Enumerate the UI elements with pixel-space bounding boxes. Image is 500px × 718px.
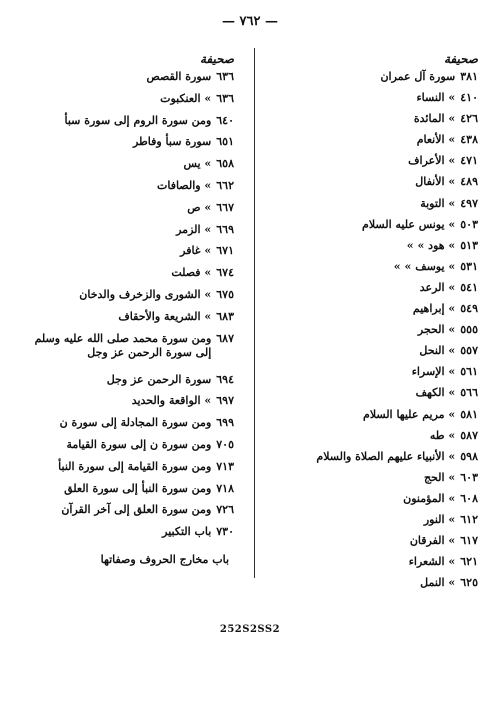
page-ref: ٦٩٧ bbox=[216, 394, 234, 408]
toc-entry bbox=[254, 471, 478, 492]
page-ref: ٦١٢ bbox=[460, 512, 478, 526]
entry-title: سورة آل عمران bbox=[380, 70, 456, 83]
toc-column-right bbox=[254, 48, 478, 597]
page-ref: ٥٨١ bbox=[460, 407, 478, 421]
page-ref: ٦٦٩ bbox=[216, 222, 234, 236]
page-ref: ٥١٣ bbox=[460, 238, 478, 252]
entry-title: » الشعراء bbox=[408, 555, 456, 569]
entry-title: » النساء bbox=[416, 91, 456, 105]
toc-entries bbox=[254, 70, 478, 597]
toc-entry bbox=[254, 513, 478, 534]
page-ref: ٦٦٢ bbox=[216, 178, 234, 192]
toc-entry bbox=[16, 394, 234, 416]
entry-title: » الإسراء bbox=[411, 365, 456, 379]
page-ref: ٤٧١ bbox=[460, 154, 478, 168]
page-ref: ٤١٠ bbox=[460, 91, 478, 105]
page-ref: ٥٥٥ bbox=[460, 323, 478, 337]
page-ref: ٧١٣ bbox=[216, 459, 234, 473]
entry-title: » الواقعة والحديد bbox=[131, 394, 212, 408]
entry-title: » هود » » bbox=[406, 238, 456, 252]
toc-entry bbox=[254, 70, 478, 91]
column-header: صحيفة bbox=[443, 52, 478, 66]
toc-entry bbox=[16, 503, 234, 525]
toc-entry bbox=[254, 302, 478, 323]
page-ref: ٦٨٣ bbox=[216, 309, 234, 323]
page-ref: ٦١٧ bbox=[460, 534, 478, 548]
toc-entry bbox=[254, 154, 478, 175]
entry-title: سورة القصص bbox=[146, 70, 212, 83]
toc-entries bbox=[16, 70, 234, 575]
page-ref: ٧٠٥ bbox=[216, 437, 234, 451]
toc-entry bbox=[16, 460, 234, 482]
toc-entry bbox=[254, 534, 478, 555]
page-ref: ٥٥٧ bbox=[460, 344, 478, 358]
entry-title: » المؤمنون bbox=[403, 491, 456, 505]
entry-title: » فصلت bbox=[171, 266, 212, 280]
entry-title: » الحج bbox=[423, 470, 456, 484]
toc-entry bbox=[254, 112, 478, 133]
entry-title: » والصافات bbox=[156, 178, 212, 192]
page-ref: ٥٤١ bbox=[460, 280, 478, 294]
entry-title: » التوبة bbox=[420, 196, 456, 210]
entry-title: » الشريعة والأحقاف bbox=[118, 309, 212, 323]
toc-entry bbox=[16, 547, 234, 575]
entry-title: » إبراهيم bbox=[412, 302, 456, 316]
entry-title: » الزمر bbox=[176, 222, 212, 236]
toc-entry bbox=[254, 344, 478, 365]
page-ref: ٦٧١ bbox=[216, 244, 234, 258]
page-ref: ٤٨٩ bbox=[460, 175, 478, 189]
column-header: صحيفة bbox=[199, 52, 234, 66]
toc-entry bbox=[16, 114, 234, 136]
page-number: — ٧٦٢ — bbox=[221, 14, 278, 29]
entry-title: » يس bbox=[183, 157, 212, 171]
printer-mark: 252S2SS2 bbox=[219, 624, 281, 635]
toc-entry bbox=[16, 179, 234, 201]
toc-entry bbox=[16, 157, 234, 179]
entry-title: » مريم عليها السلام bbox=[363, 407, 456, 421]
entry-title: ومن سورة ن إلى سورة القيامة bbox=[66, 437, 212, 451]
toc-entry bbox=[16, 332, 234, 373]
toc-entry bbox=[254, 260, 478, 281]
toc-entry bbox=[254, 218, 478, 239]
toc-entry bbox=[16, 438, 234, 460]
page-ref: ٥٦١ bbox=[460, 365, 478, 379]
toc-entry bbox=[16, 70, 234, 92]
toc-entry bbox=[254, 365, 478, 386]
page-ref: ٤٢٦ bbox=[460, 112, 478, 126]
entry-title: سورة سبأ وفاطر bbox=[132, 135, 212, 149]
toc-entry bbox=[254, 175, 478, 196]
page-ref: ٧١٨ bbox=[216, 481, 234, 495]
entry-title: ومن سورة القيامة إلى سورة النبأ bbox=[58, 459, 212, 473]
page-ref: ٦٢١ bbox=[460, 555, 478, 569]
page-ref: ٦٣٦ bbox=[216, 70, 234, 83]
entry-title: » الأعراف bbox=[408, 154, 456, 168]
page-ref: ٥٤٩ bbox=[460, 302, 478, 316]
toc-entry bbox=[254, 492, 478, 513]
page-ref: ٣٨١ bbox=[460, 70, 478, 83]
entry-title: » يوسف » » bbox=[393, 259, 456, 273]
entry-title: » الأنفال bbox=[415, 175, 456, 189]
page-ref: ٧٣٠ bbox=[216, 525, 234, 539]
page-ref: ٦٩٤ bbox=[216, 372, 234, 386]
page-ref: ٦٠٣ bbox=[460, 470, 478, 484]
entry-title: » الشورى والزخرف والدخان bbox=[79, 287, 212, 301]
entry-title: ومن سورة محمد صلى الله عليه وسلم إلى سورة الرحمن عز وجل bbox=[34, 331, 212, 359]
toc-entry bbox=[254, 281, 478, 302]
page-ref: ٥٨٧ bbox=[460, 428, 478, 442]
toc-entry bbox=[254, 133, 478, 154]
entry-title: ومن سورة المجادلة إلى سورة ن bbox=[59, 416, 212, 430]
entry-title: » ص bbox=[187, 200, 212, 214]
toc-entry bbox=[254, 323, 478, 344]
entry-title: » المائدة bbox=[413, 112, 456, 126]
page-ref: ٥٠٣ bbox=[460, 217, 478, 231]
page-ref: ٦٣٦ bbox=[216, 91, 234, 105]
toc-entry bbox=[16, 288, 234, 310]
toc-entry bbox=[16, 135, 234, 157]
entry-title: » النمل bbox=[420, 576, 456, 590]
entry-title: » النحل bbox=[419, 344, 456, 358]
toc-entry bbox=[254, 386, 478, 407]
entry-title: » الحجر bbox=[417, 323, 456, 337]
entry-title: سورة الرحمن عز وجل bbox=[106, 372, 212, 386]
entry-title: » الكهف bbox=[415, 386, 456, 400]
toc-entry bbox=[254, 239, 478, 260]
page-ref: ٦٢٥ bbox=[460, 576, 478, 590]
toc-entry bbox=[254, 576, 478, 597]
entry-title: » الأنبياء عليهم الصلاة والسلام bbox=[316, 449, 456, 463]
entry-title: » يونس عليه السلام bbox=[362, 217, 456, 231]
entry-title: ومن سورة النبأ إلى سورة العلق bbox=[64, 481, 212, 495]
entry-title: » طه bbox=[429, 428, 456, 442]
page-ref: ٦٧٤ bbox=[216, 266, 234, 280]
page-ref: ٥٦٦ bbox=[460, 386, 478, 400]
entry-title: » غافر bbox=[180, 244, 212, 258]
page-ref: ٥٩٨ bbox=[460, 449, 478, 463]
entry-title: » الأنعام bbox=[416, 133, 456, 147]
page-ref: ٦٥١ bbox=[216, 135, 234, 149]
page-ref: ٤٩٧ bbox=[460, 196, 478, 210]
toc-entry bbox=[16, 310, 234, 332]
toc-entry bbox=[254, 429, 478, 450]
toc-entry bbox=[16, 416, 234, 438]
toc-entry bbox=[254, 197, 478, 218]
entry-title: ومن سورة الروم إلى سورة سبأ bbox=[64, 113, 212, 127]
entry-title: باب التكبير bbox=[162, 525, 212, 539]
toc-entry bbox=[16, 482, 234, 504]
page-ref: ٦٤٠ bbox=[216, 113, 234, 127]
page-ref: ٦٥٨ bbox=[216, 157, 234, 171]
toc-entry bbox=[16, 525, 234, 547]
toc-entry bbox=[16, 223, 234, 245]
page-ref: ٤٣٨ bbox=[460, 133, 478, 147]
page-ref: ٦٩٩ bbox=[216, 416, 234, 430]
page-ref: ٧٢٦ bbox=[216, 503, 234, 517]
toc-entry bbox=[16, 373, 234, 395]
toc-entry bbox=[16, 244, 234, 266]
toc-entry bbox=[254, 450, 478, 471]
entry-title: » الرعد bbox=[419, 280, 456, 294]
entry-title: » النور bbox=[423, 512, 456, 526]
page-ref: ٦٧٥ bbox=[216, 287, 234, 301]
entry-title: ومن سورة العلق إلى آخر القرآن bbox=[61, 503, 212, 517]
toc-entry bbox=[16, 92, 234, 114]
page-ref: ٥٣١ bbox=[460, 259, 478, 273]
entry-title: » الفرقان bbox=[409, 534, 456, 548]
page-ref: ٦٠٨ bbox=[460, 491, 478, 505]
toc-entry bbox=[254, 555, 478, 576]
entry-title: » العنكبوت bbox=[160, 91, 212, 105]
page-ref: ٦٦٧ bbox=[216, 200, 234, 214]
entry-title: باب مخارج الحروف وصفاتها bbox=[100, 552, 229, 566]
toc-entry bbox=[254, 91, 478, 112]
toc-column-left bbox=[16, 48, 234, 575]
toc-entry bbox=[16, 266, 234, 288]
toc-entry bbox=[254, 408, 478, 429]
toc-entry bbox=[16, 201, 234, 223]
page-ref: ٦٨٧ bbox=[216, 331, 234, 345]
